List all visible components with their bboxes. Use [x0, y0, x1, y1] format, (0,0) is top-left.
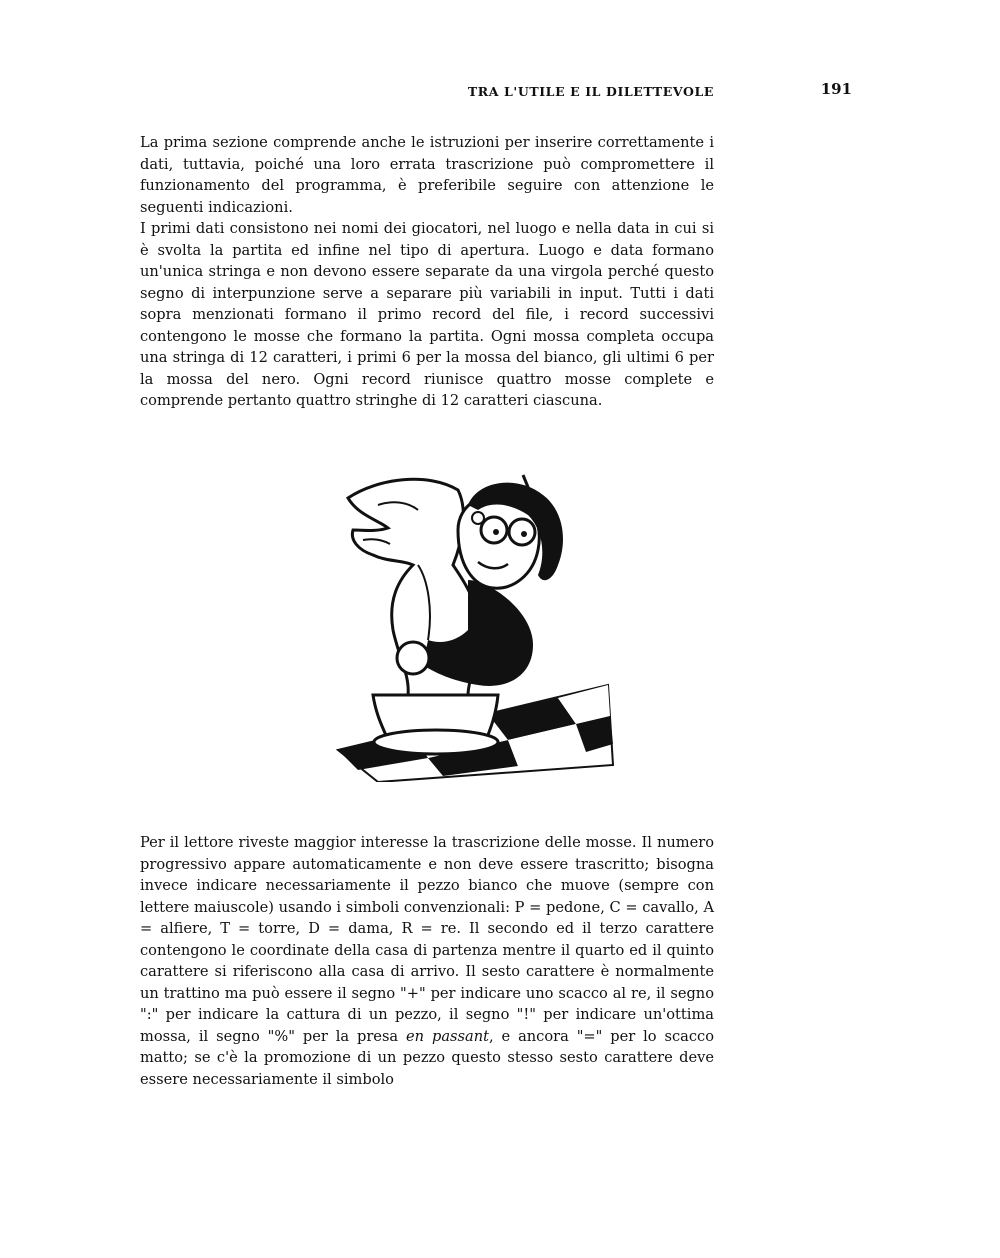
paragraph: La prima sezione comprende anche le istruzioni per inserire correttamente i dati, tuttavia, poiché una loro errata trascrizione può compromettere il funzionamento del programma, è preferibile seguire con attenzione le seguenti indicazioni. [140, 134, 714, 216]
text-block-bottom [140, 832, 714, 1090]
paragraph-text: Per il lettore riveste maggior interesse la trascrizione delle mosse. Il numero progressivo appare automaticamente e non deve essere trascritto; bisogna invece indicare necessariamente il pezzo bianco che muove (sempre con lettere maiuscole) usando i simboli convenzionali: P = pedone, C = cavallo, A = alfiere, T = torre, D = dama, R = re. Il secondo ed il terzo carattere contengono le coordinate della casa di partenza mentre il quarto ed il quinto carattere si riferiscono alla casa di arrivo. Il sesto carattere è normalmente un trattino ma può essere il segno "+" per indicare uno scacco al re, il segno ":" per indicare la cattura di un pezzo, il segno "!" per indicare un'ottima mossa, il segno "%" per la presa [140, 834, 714, 1045]
text-block-top [140, 132, 714, 412]
paragraph: I primi dati consistono nei nomi dei giocatori, nel luogo e nella data in cui si è svolta la partita ed infine nel tipo di apertura. Luogo e data formano un'unica stringa e non devono essere separate da una virgola perché questo segno di interpunzione serve a separare più variabili in input. Tutti i dati sopra menzionati formano il primo record del file, i record successivi contengono le mosse che formano la partita. Ogni mossa completa occupa una stringa di 12 caratteri, i primi 6 per la mossa del bianco, gli ultimi 6 per la mossa del nero. Ogni record riunisce quattro mosse complete e comprende pertanto quattro stringhe di 12 caratteri ciascuna. [140, 220, 714, 409]
chess-knight-boy-illustration [318, 470, 618, 782]
running-title: TRA L'UTILE E IL DILETTEVOLE [467, 84, 714, 99]
page-number: 191 [820, 80, 852, 98]
italic-term: en passant [406, 1027, 489, 1045]
paragraph [140, 832, 714, 1090]
running-header [140, 80, 852, 104]
paragraph-text: , e ancora "=" per lo scacco matto; se c'è la promozione di un pezzo questo stesso sesto carattere deve essere necessariamente il simbolo [140, 1027, 714, 1088]
